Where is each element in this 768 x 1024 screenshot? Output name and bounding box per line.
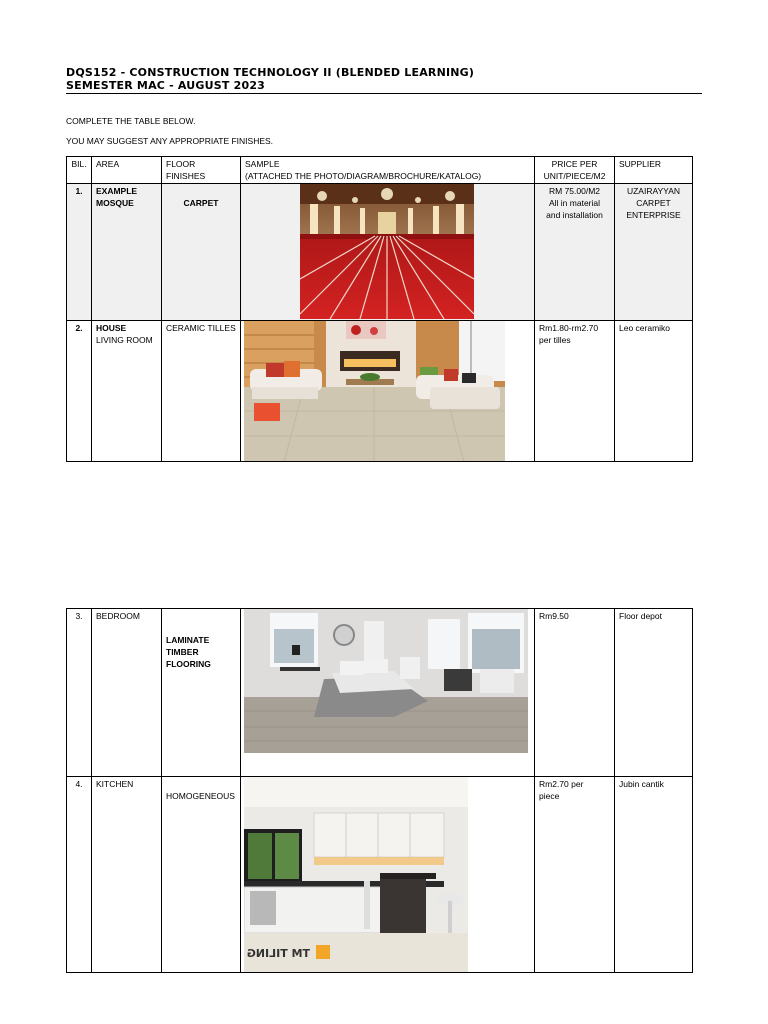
row-number: 2.	[67, 321, 92, 462]
price-line: All in material	[548, 198, 601, 208]
price-line: piece	[539, 791, 560, 801]
mosque-carpet-photo	[300, 184, 474, 319]
kitchen-photo	[244, 777, 468, 973]
header-sample-line2: (ATTACHED THE PHOTO/DIAGRAM/BROCHURE/KATALOG)	[245, 171, 482, 181]
bedroom-photo	[244, 609, 528, 753]
table-row	[67, 777, 693, 973]
header-price-line1: PRICE PER	[551, 159, 598, 169]
tm-tiling-watermark: TM TILING	[246, 947, 310, 960]
header-price-line2: UNIT/PIECE/M2	[543, 171, 606, 181]
area-line: HOUSE	[96, 323, 127, 333]
living-room-photo	[244, 321, 505, 462]
row-area: KITCHEN	[92, 777, 162, 973]
header-sample-line1: SAMPLE	[245, 159, 280, 169]
row-sample	[241, 777, 535, 973]
row-finish	[162, 184, 241, 321]
header-rule	[66, 93, 702, 94]
price-line: Rm2.70 per	[539, 779, 584, 789]
row-supplier: Leo ceramiko	[615, 321, 693, 462]
finish-line: FLOORING	[166, 659, 211, 669]
area-line: LIVING ROOM	[96, 335, 153, 345]
row-price	[535, 777, 615, 973]
header-finishes: FLOOR FINISHES	[162, 157, 241, 184]
area-line: EXAMPLE	[96, 186, 138, 196]
row-supplier: Jubin cantik	[615, 777, 693, 973]
row-number: 1.	[67, 184, 92, 321]
row-number: 3.	[67, 609, 92, 777]
price-line: and installation	[546, 210, 603, 220]
row-supplier: Floor depot	[615, 609, 693, 777]
row-price	[535, 184, 615, 321]
supplier-line: ENTERPRISE	[626, 210, 681, 220]
header-area: AREA	[92, 157, 162, 184]
row-area	[92, 184, 162, 321]
header-supplier: SUPPLIER	[615, 157, 693, 184]
semester-title: SEMESTER MAC - AUGUST 2023	[66, 79, 266, 92]
finish-text: CARPET	[183, 198, 219, 208]
area-line: MOSQUE	[96, 198, 134, 208]
price-line: per tilles	[539, 335, 571, 345]
header-bil: BIL.	[67, 157, 92, 184]
row-supplier	[615, 184, 693, 321]
table-row	[67, 609, 693, 777]
row-sample	[241, 184, 535, 321]
row-price	[535, 321, 615, 462]
finish-text: HOMOGENEOUS	[166, 791, 235, 801]
instruction-2: YOU MAY SUGGEST ANY APPROPRIATE FINISHES.	[66, 136, 274, 146]
row-finish: CERAMIC TILLES	[162, 321, 241, 462]
instruction-1: COMPLETE THE TABLE BELOW.	[66, 116, 196, 126]
document-title: DQS152 - CONSTRUCTION TECHNOLOGY II (BLENDED LEARNING)	[66, 66, 475, 79]
row-number: 4.	[67, 777, 92, 973]
finish-line: LAMINATE	[166, 635, 210, 645]
row-sample	[241, 321, 535, 462]
finishes-table-part2	[66, 608, 693, 973]
price-line: Rm1.80-rm2.70	[539, 323, 599, 333]
table-row	[67, 184, 693, 321]
supplier-line: UZAIRAYYAN	[626, 186, 681, 196]
table-row	[67, 321, 693, 462]
table-header-row	[67, 157, 693, 184]
supplier-line: CARPET	[636, 198, 671, 208]
row-price: Rm9.50	[535, 609, 615, 777]
row-area: BEDROOM	[92, 609, 162, 777]
finishes-table-part1	[66, 156, 693, 462]
finish-line: TIMBER	[166, 647, 199, 657]
row-area	[92, 321, 162, 462]
row-finish	[162, 609, 241, 777]
header-sample	[241, 157, 535, 184]
price-line: RM 75.00/M2	[548, 186, 601, 196]
row-sample	[241, 609, 535, 777]
row-finish	[162, 777, 241, 973]
header-price	[535, 157, 615, 184]
